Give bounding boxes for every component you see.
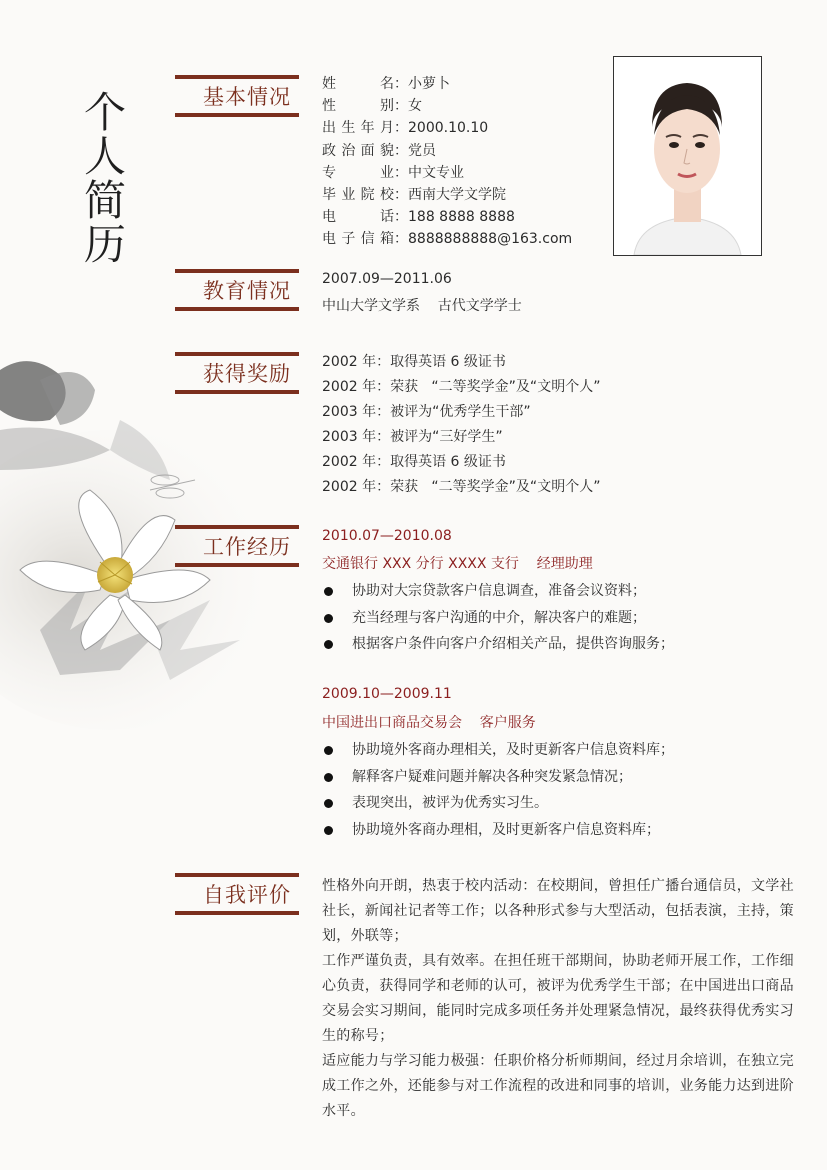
award-item: 2003 年：被评为“优秀学生干部” — [322, 404, 531, 420]
award-item: 2002 年：取得英语 6 级证书 — [322, 354, 506, 370]
duty-item: 根据客户条件向客户介绍相关产品，提供咨询服务； — [322, 631, 674, 658]
education-period: 2007.09—2011.06 — [322, 271, 452, 287]
duty-list — [322, 737, 674, 843]
info-row: 性别：女 — [322, 98, 422, 115]
bullet-icon — [324, 587, 333, 596]
education-detail: 中山大学文学系 古代文学学士 — [322, 298, 522, 314]
profile-photo — [613, 56, 762, 256]
info-row: 电子信箱：8888888888@163.com — [322, 231, 573, 248]
info-row: 政治面貌：党员 — [322, 142, 436, 159]
eval-paragraph: 适应能力与学习能力极强：任职价格分析师期间，经过月余培训，在独立完成工作之外，还能参与对工作流程的改进和同事的培训，业务能力达到进阶水平。 — [322, 1053, 794, 1119]
work-entry — [322, 680, 674, 843]
eval-paragraph: 性格外向开朗，热衷于校内活动：在校期间，曾担任广播台通信员，文学社社长，新闻社记者等工作；以各种形式参与大型活动，包括表演，主持，策划，外联等； — [322, 878, 794, 944]
section-heading-awards — [175, 352, 299, 394]
section-heading-work — [175, 525, 299, 567]
award-item: 2003 年：被评为“三好学生” — [322, 429, 503, 445]
portrait-illustration — [614, 57, 761, 255]
section-heading-basic — [175, 75, 299, 117]
bullet-icon — [324, 746, 333, 755]
work-company: 交通银行 XXX 分行 XXXX 支行 经理助理 — [322, 556, 593, 572]
duty-item: 表现突出，被评为优秀实习生。 — [322, 790, 674, 817]
info-row: 专业：中文专业 — [322, 164, 464, 181]
resume-title: 个人简历 — [78, 90, 127, 266]
section-heading-education — [175, 269, 299, 311]
duty-item: 充当经理与客户沟通的中介，解决客户的难题； — [322, 605, 674, 632]
info-row: 毕业院校：西南大学文学院 — [322, 186, 506, 203]
duty-item: 协助境外客商办理相关，及时更新客户信息资料库； — [322, 737, 674, 764]
work-period: 2010.07—2010.08 — [322, 528, 452, 544]
awards-list — [322, 350, 600, 500]
info-row: 姓名：小萝卜 — [322, 76, 450, 92]
work-company: 中国进出口商品交易会 客户服务 — [322, 715, 536, 731]
duty-item: 协助境外客商办理相，及时更新客户信息资料库； — [322, 817, 674, 844]
award-item: 2002 年：荣获 “二等奖学金”及“文明个人” — [322, 379, 601, 395]
education-block — [322, 266, 522, 320]
eval-paragraph: 工作严谨负责，具有效率。在担任班干部期间，协助老师开展工作，工作细心负责，获得同学和老师的认可，被评为优秀学生干部；在中国进出口商品交易会实习期间，能同时完成多项任务并处理紧急情况，最终获得优秀实习生的称号； — [322, 953, 794, 1044]
section-label: 获得奖励 — [203, 362, 291, 386]
self-evaluation — [322, 874, 794, 1124]
bullet-icon — [324, 640, 333, 649]
basic-info-list — [322, 73, 572, 251]
award-item: 2002 年：取得英语 6 级证书 — [322, 454, 506, 470]
work-entry — [322, 522, 674, 658]
bullet-icon — [324, 826, 333, 835]
bullet-icon — [324, 614, 333, 623]
section-label: 工作经历 — [203, 535, 291, 559]
award-item: 2002 年：荣获 “二等奖学金”及“文明个人” — [322, 479, 601, 495]
bullet-icon — [324, 799, 333, 808]
section-label: 自我评价 — [203, 883, 291, 907]
section-label: 基本情况 — [203, 85, 291, 109]
bullet-icon — [324, 773, 333, 782]
section-heading-self — [175, 873, 299, 915]
info-row: 电话：188 8888 8888 — [322, 209, 515, 226]
section-label: 教育情况 — [203, 279, 291, 303]
duty-list — [322, 578, 674, 658]
duty-item: 协助对大宗贷款客户信息调查，准备会议资料； — [322, 578, 674, 605]
work-period: 2009.10—2009.11 — [322, 686, 452, 702]
info-row: 出生年月：2000.10.10 — [322, 120, 489, 137]
duty-item: 解释客户疑难问题并解决各种突发紧急情况； — [322, 764, 674, 791]
